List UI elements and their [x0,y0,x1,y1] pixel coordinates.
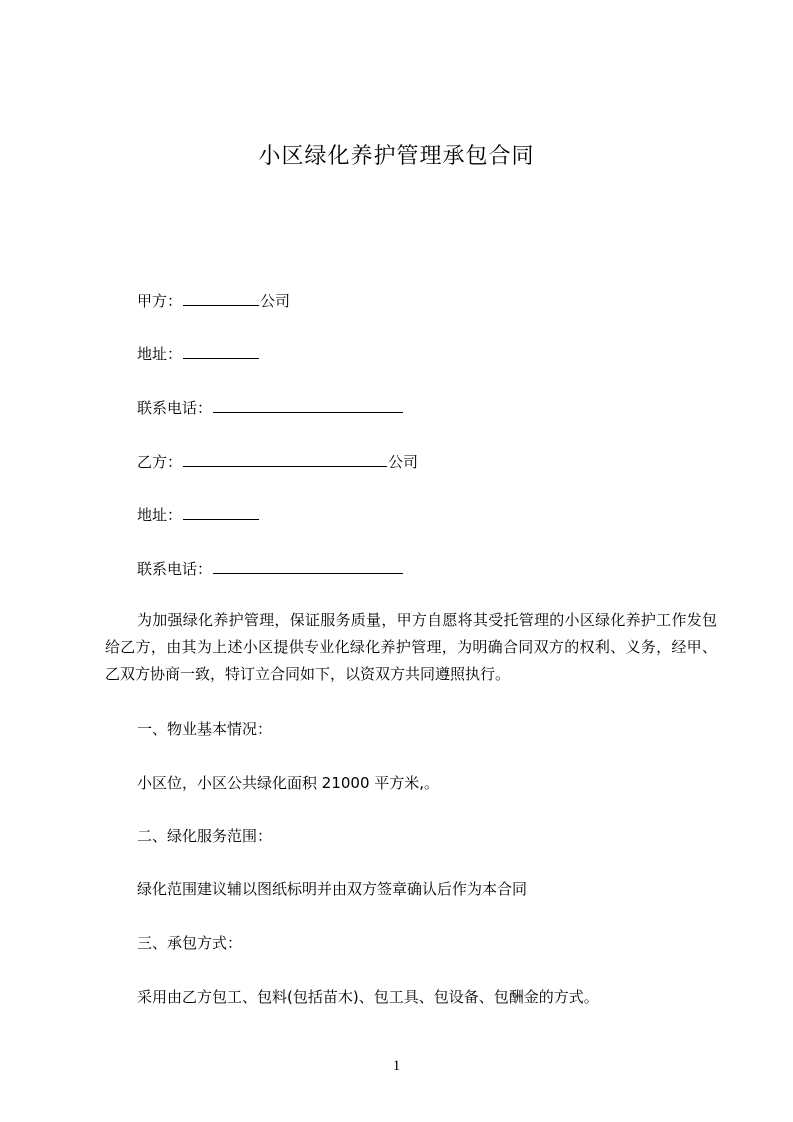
document-title: 小区绿化养护管理承包合同 [258,144,535,169]
party-a-address-line [137,344,260,364]
party-a-phone-label: 联系电话： [137,399,213,417]
party-a-phone-blank [213,398,403,413]
party-b-phone-label: 联系电话： [137,560,213,578]
party-a-line [137,291,290,311]
party-a-phone-line [137,398,404,418]
party-b-address-label: 地址： [137,506,183,524]
party-b-phone-line [137,559,404,579]
section-heading: 一、物业基本情况： [137,720,273,738]
party-a-address-label: 地址： [137,345,183,363]
party-b-address-line [137,505,260,525]
party-a-label: 甲方： [137,292,183,310]
party-b-line [137,452,418,472]
party-b-suffix: 公司 [388,453,419,471]
section-body: 绿化范围建议辅以图纸标明并由双方签章确认后作为本合同 [137,880,528,898]
section-body: 小区位，小区公共绿化面积 21000 平方米,。 [137,774,440,792]
section-heading: 三、承包方式： [137,934,243,952]
page-number: 1 [392,1058,401,1074]
party-b-address-blank [183,505,259,520]
party-b-label: 乙方： [137,453,183,471]
party-b-name-blank [183,452,387,467]
party-a-name-blank [183,291,259,306]
party-a-address-blank [183,344,259,359]
section-heading: 二、绿化服务范围： [137,827,273,845]
section-body: 采用由乙方包工、包料(包括苗木)、包工具、包设备、包酬金的方式。 [137,988,599,1006]
party-b-phone-blank [213,559,403,574]
party-a-suffix: 公司 [260,292,291,310]
preamble-paragraph: 为加强绿化养护管理，保证服务质量，甲方自愿将其受托管理的小区绿化养护工作发包给乙方，由其为上述小区提供专业化绿化养护管理，为明确合同双方的权利、义务，经甲、乙双方协商一致，特订立合同如下，以资双方共同遵照执行。 [105,611,717,683]
